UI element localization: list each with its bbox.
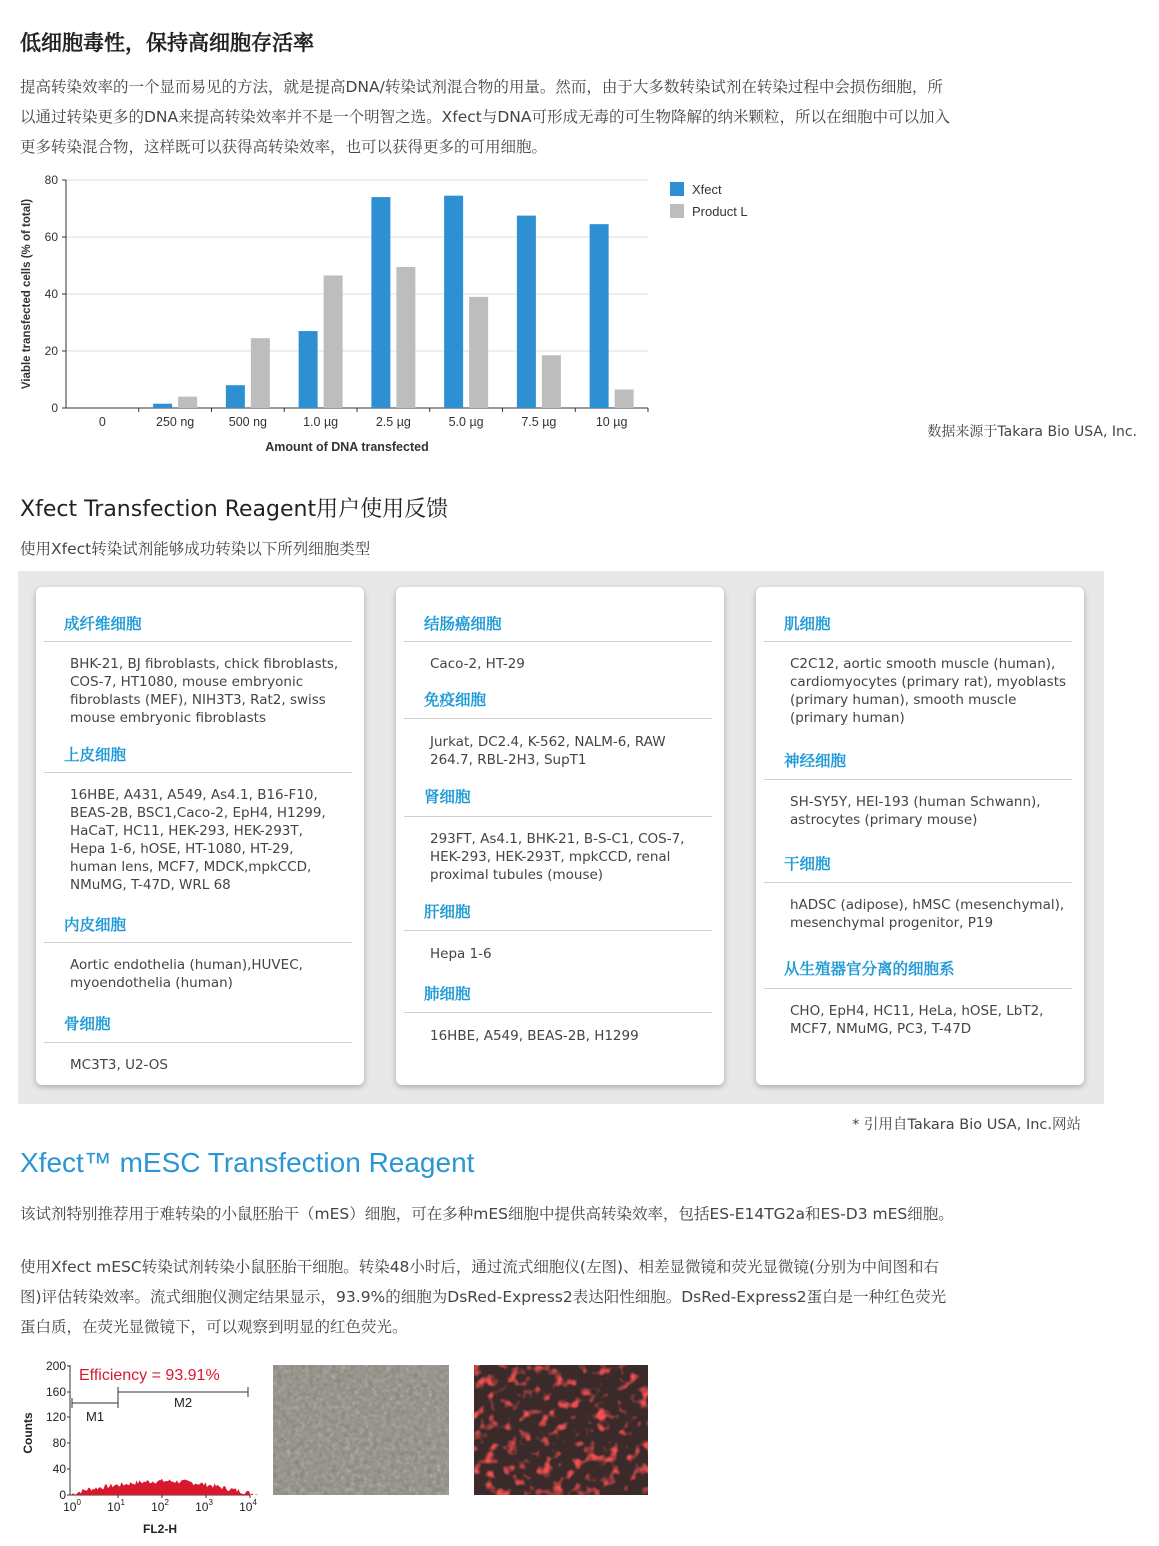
x-tick: $10^4$ (239, 1498, 257, 1514)
divider (44, 1042, 352, 1043)
cell-list: BHK-21, BJ fibroblasts, chick fibroblasts, COS-7, HT1080, mouse embryonic fibroblasts (MEF), NIH3T3, Rat2, swiss mouse embryonic fibroblasts (70, 656, 339, 726)
bar-product-l (469, 297, 488, 408)
y-tick-label: 0 (51, 401, 58, 415)
flow-cytometry-histogram (10, 1355, 270, 1545)
divider (404, 1012, 712, 1013)
gate-markers (72, 1387, 248, 1408)
cell-list: CHO, EpH4, HC11, HeLa, hOSE, LbT2, MCF7, NMuMG, PC3, T-47D (790, 1003, 1044, 1037)
y-axis-label: Viable transfected cells (% of total) (21, 198, 33, 390)
intro-paragraph (20, 72, 1145, 162)
y-tick-label: 40 (44, 287, 58, 301)
x-tick: $10^1$ (107, 1498, 125, 1514)
divider (44, 942, 352, 943)
category-title: 肾细胞 (424, 788, 471, 806)
x-tick-label: 0 (98, 415, 106, 429)
y-tick: 0 (59, 1488, 66, 1502)
category-title: 骨细胞 (64, 1015, 111, 1033)
divider (44, 641, 352, 642)
cell-list: 293FT, As4.1, BHK-21, B-S-C1, COS-7, HEK-293, HEK-293T, mpkCCD, renal proximal tubules (mouse) (430, 831, 685, 883)
divider (404, 930, 712, 931)
cell-list: C2C12, aortic smooth muscle (human), cardiomyocytes (primary rat), myoblasts (primary human), smooth muscle (primary human) (790, 656, 1067, 726)
bar-product-l (251, 338, 270, 408)
section-heading-cytotoxicity: 低细胞毒性，保持高细胞存活率 (20, 31, 314, 55)
legend-swatch (670, 182, 684, 196)
bar-product-l (178, 397, 197, 408)
category-title: 肝细胞 (424, 903, 471, 921)
bar-product-l (615, 389, 634, 408)
data-source-note: 数据来源于Takara Bio USA, Inc. (927, 424, 1137, 440)
divider (404, 718, 712, 719)
y-tick-label: 80 (44, 173, 58, 187)
cell-list: SH-SY5Y, HEI-193 (human Schwann), astrocytes (primary mouse) (790, 794, 1041, 828)
bar-product-l (324, 275, 343, 408)
cell-list: Hepa 1-6 (430, 946, 492, 962)
intro-line: 更多转染混合物，这样既可以获得高转染效率，也可以获得更多的可用细胞。 (20, 138, 548, 156)
product-description: 该试剂特别推荐用于难转染的小鼠胚胎干（mES）细胞，可在多种mES细胞中提供高转染效率，包括ES-E14TG2a和ES-D3 mES细胞。 (20, 1205, 954, 1223)
divider (44, 772, 352, 773)
divider (764, 988, 1072, 989)
method-line: 使用Xfect mESC转染试剂转染小鼠胚胎干细胞。转染48小时后，通过流式细胞仪(左图)、相差显微镜和荧光显微镜(分别为中间图和右 (20, 1258, 940, 1276)
category-title: 内皮细胞 (64, 916, 127, 934)
gate-m1-label: M1 (86, 1409, 105, 1424)
x-tick-label: 2.5 µg (375, 415, 411, 429)
gate-m2-label: M2 (174, 1395, 193, 1410)
divider (764, 641, 1072, 642)
bar-xfect (226, 385, 245, 408)
x-tick: $10^3$ (195, 1498, 213, 1514)
y-axis-label: Counts (21, 1412, 35, 1454)
intro-line: 提高转染效率的一个显而易见的方法，就是提高DNA/转染试剂混合物的用量。然而，由于大多数转染试剂在转染过程中会损伤细胞，所 (20, 78, 943, 96)
y-tick-label: 60 (44, 230, 58, 244)
x-axis-label: FL2-H (143, 1522, 177, 1536)
x-tick-label: 5.0 µg (448, 415, 484, 429)
divider (404, 816, 712, 817)
cell-list: Aortic endothelia (human),HUVEC, myoendothelia (human) (70, 957, 303, 991)
viability-bar-chart (0, 165, 780, 465)
efficiency-label: Efficiency = 93.91% (79, 1367, 220, 1384)
category-title: 干细胞 (784, 855, 831, 873)
category-title: 免疫细胞 (424, 691, 487, 709)
phase-contrast-micrograph (273, 1365, 449, 1495)
method-line: 图)评估转染效率。流式细胞仪测定结果显示，93.9%的细胞为DsRed-Express2表达阳性细胞。DsRed-Express2蛋白是一种红色荧光 (20, 1288, 947, 1306)
histogram-fill (72, 1479, 260, 1495)
legend-label: Xfect (692, 182, 722, 197)
category-title: 从生殖器官分离的细胞系 (784, 960, 955, 978)
divider (404, 641, 712, 642)
intro-line: 以通过转染更多的DNA来提高转染效率并不是一个明智之选。Xfect与DNA可形成无毒的可生物降解的纳米颗粒，所以在细胞中可以加入 (20, 108, 950, 126)
x-tick-label: 1.0 µg (303, 415, 339, 429)
bar-xfect (590, 224, 609, 408)
y-tick: 200 (45, 1359, 66, 1373)
x-tick-label: 10 µg (595, 415, 628, 429)
y-tick: 160 (45, 1385, 66, 1399)
cell-type-card-3 (756, 587, 1084, 1085)
category-title: 肺细胞 (424, 985, 471, 1003)
category-title: 结肠癌细胞 (424, 615, 502, 633)
bar-xfect (299, 331, 318, 408)
cell-list: 16HBE, A431, A549, As4.1, B16-F10, BEAS-2B, BSC1,Caco-2, EpH4, H1299, HaCaT, HC11, HEK-293, HEK-293T, Hepa 1-6, hOSE, HT-1080, HT-29, human lens, MCF7, MDCK,mpkCCD, NMuMG, T-47D, WRL 68 (70, 787, 326, 893)
y-tick: 40 (52, 1462, 66, 1476)
x-tick-label: 7.5 µg (521, 415, 557, 429)
divider (764, 779, 1072, 780)
category-title: 神经细胞 (784, 752, 847, 770)
bar-xfect (371, 197, 390, 408)
bar-product-l (542, 355, 561, 408)
y-tick: 80 (52, 1436, 66, 1450)
cell-list: Caco-2, HT-29 (430, 656, 525, 672)
website-citation: * 引用自Takara Bio USA, Inc.网站 (852, 1117, 1081, 1133)
section-heading-feedback: Xfect Transfection Reagent用户使用反馈 (20, 497, 449, 522)
cell-list: hADSC (adipose), hMSC (mesenchymal), mesenchymal progenitor, P19 (790, 897, 1065, 931)
legend-swatch (670, 204, 684, 218)
bar-xfect (153, 404, 172, 408)
category-title: 肌细胞 (784, 615, 831, 633)
fluorescence-micrograph (474, 1365, 648, 1495)
cell-types-panel (18, 571, 1104, 1104)
cell-type-card-1 (36, 587, 364, 1085)
y-tick-label: 20 (44, 344, 58, 358)
feedback-intro: 使用Xfect转染试剂能够成功转染以下所列细胞类型 (20, 540, 371, 558)
legend-label: Product L (692, 204, 748, 219)
x-tick: $10^2$ (151, 1498, 169, 1514)
x-axis-label: Amount of DNA transfected (265, 440, 429, 454)
bar-product-l (396, 267, 415, 408)
y-tick: 120 (45, 1410, 66, 1424)
bar-xfect (444, 196, 463, 408)
x-tick-label: 250 ng (156, 415, 195, 429)
category-title: 成纤维细胞 (64, 615, 142, 633)
cell-list: Jurkat, DC2.4, K-562, NALM-6, RAW 264.7, RBL-2H3, SupT1 (430, 734, 666, 768)
cell-type-card-2 (396, 587, 724, 1085)
divider (764, 882, 1072, 883)
cell-list: MC3T3, U2-OS (70, 1057, 168, 1073)
x-tick: $10^0$ (63, 1498, 81, 1514)
category-title: 上皮细胞 (64, 746, 127, 764)
product-title: Xfect™ mESC Transfection Reagent (20, 1147, 475, 1178)
bar-xfect (517, 216, 536, 408)
x-tick-label: 500 ng (228, 415, 267, 429)
method-line: 蛋白质，在荧光显微镜下，可以观察到明显的红色荧光。 (20, 1318, 408, 1336)
cell-list: 16HBE, A549, BEAS-2B, H1299 (430, 1028, 639, 1044)
method-paragraph (20, 1252, 1145, 1342)
